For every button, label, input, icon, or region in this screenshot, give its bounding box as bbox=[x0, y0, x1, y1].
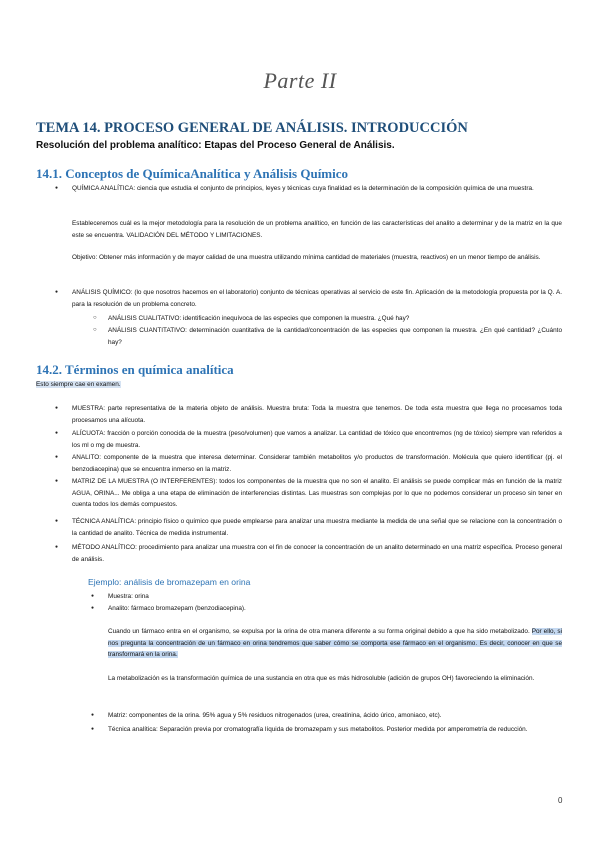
page-number: 0 bbox=[558, 796, 563, 805]
example-bullet-muestra: ● Muestra: orina bbox=[108, 591, 562, 603]
subbullet-cualitativo: ○ ANÁLISIS CUALITATIVO: identificación inequívoca de las especies que componen la muestra. ¿Qué hay? bbox=[108, 313, 562, 325]
metodologia-text: Estableceremos cuál es la mejor metodología para la resolución de un problema analítico, en función de las características del analito a determinar y de la matriz en la que este se encuentra. bbox=[72, 220, 562, 239]
subbullet-cuantitativo: ○ ANÁLISIS CUANTITATIVO: determinación cuantitativa de la cantidad/concentración de las especies que componen la muestra. ¿En qué cantidad? ¿Cuánto hay? bbox=[108, 325, 562, 348]
section-14-2-title: 14.2. Términos en química analítica bbox=[36, 362, 234, 377]
farmaco-highlight: Por ello, si nos pregunta la concentración de un fármaco en orina tendremos que saber cómo se comporta ese fármaco en el organismo. Es decir, conocer en que se transformará en la orina. bbox=[108, 628, 562, 658]
example-paragraph-metabolizacion: La metabolización es la transformación química de una sustancia en otra que es más hidrosoluble (adición de grupos OH) favoreciendo la eliminación. bbox=[108, 675, 535, 682]
paragraph-objetivo: Objetivo: Obtener más información y de mayor calidad de una muestra utilizando mínima cantidad de materiales (muestra, reactivos) en un menor tiempo de análisis. bbox=[72, 254, 541, 261]
bullet-analito: ● ANALITO: componente de la muestra que interesa determinar. Considerar también metabolitos y/o productos de transformación. Molécula que quiero identificar (pj. el benzodiacepina) que se encuentra inmerso en la matriz. bbox=[72, 452, 562, 475]
bullet-muestra: ● MUESTRA: parte representativa de la materia objeto de análisis. Muestra bruta: Toda la muestra que tenemos. De toda esta muestra que llega no procesamos toda procesamos una alícuota. bbox=[72, 403, 562, 426]
paragraph-metodologia bbox=[72, 218, 562, 241]
bullet-alicuota: ● ALÍCUOTA: fracción o porción conocida de la muestra (peso/volumen) que vamos a analizar. La cantidad de tóxico que encontremos (ng de tóxico) siempre van referidos a los ml o mg de muestra. bbox=[72, 428, 562, 451]
example-title: Ejemplo: análisis de bromazepam en orina bbox=[88, 577, 251, 587]
exam-note bbox=[36, 379, 336, 391]
example-bullet-matriz: ● Matriz: componentes de la orina. 95% agua y 5% residuos nitrogenados (urea, creatinina, ácido úrico, amoniaco, etc). bbox=[108, 710, 562, 722]
tema-subtitle: Resolución del problema analítico: Etapas del Proceso General de Análisis. bbox=[36, 140, 395, 151]
bullet-metodo: ● MÉTODO ANALÍTICO: procedimiento para analizar una muestra con el fin de conocer la concentración de un analito determinado en una matriz específica. Proceso general de análisis. bbox=[72, 542, 562, 565]
bullet-tecnica: ● TÉCNICA ANALÍTICA: principio físico o químico que puede emplearse para analizar una muestra mediante la medida de una señal que se relacione con la concentración o la cantidad de analito. Técnica de medida instrumental. bbox=[72, 516, 562, 539]
farmaco-text: Cuando un fármaco entra en el organismo, se expulsa por la orina de otra manera diferente a su forma original debido a que ha sido metabolizado. bbox=[108, 628, 532, 635]
bullet-matriz: ● MATRIZ DE LA MUESTRA (O INTERFERENTES): todos los componentes de la muestra que no son el analito. El análisis se puede complicar más en función de la matriz AGUA, ORINA... Me obliga a una etapa de eliminación de interferencias distintas. Las muestras son complejas por lo que no podemos considerar un proceso sin tener en cuenta todos los demás compuestos. bbox=[72, 476, 562, 511]
bullet-analisis-quimico: ● ANÁLISIS QUÍMICO: (lo que nosotros hacemos en el laboratorio) conjunto de técnicas operativas al servicio de este fin. Aplicación de la metodología propuesta por la Q. A. para la resolución de un problema concreto. bbox=[72, 287, 562, 310]
example-bullet-analito: ● Analito: fármaco bromazepam (benzodiacepina). bbox=[108, 603, 562, 615]
example-paragraph-farmaco bbox=[108, 626, 562, 661]
part-title: Parte II bbox=[263, 68, 337, 93]
bullet-quimica-analitica: ● QUÍMICA ANALÍTICA: ciencia que estudia el conjunto de principios, leyes y técnicas cuya finalidad es la determinación de la composición química de una muestra. bbox=[72, 183, 562, 195]
section-14-1-title: 14.1. Conceptos de QuímicaAnalítica y Análisis Químico bbox=[36, 166, 349, 181]
example-bullet-tecnica: ● Técnica analítica: Separación previa por cromatografía líquida de bromazepam y sus metabolitos. Posterior medida por amperometría de reducción. bbox=[108, 724, 562, 736]
tema-title: TEMA 14. PROCESO GENERAL DE ANÁLISIS. INTRODUCCIÓN bbox=[36, 120, 468, 136]
exam-note-text: Esto siempre cae en examen. bbox=[36, 381, 121, 388]
validacion-text: VALIDACIÓN DEL MÉTODO Y LIMITACIONES. bbox=[124, 231, 263, 239]
